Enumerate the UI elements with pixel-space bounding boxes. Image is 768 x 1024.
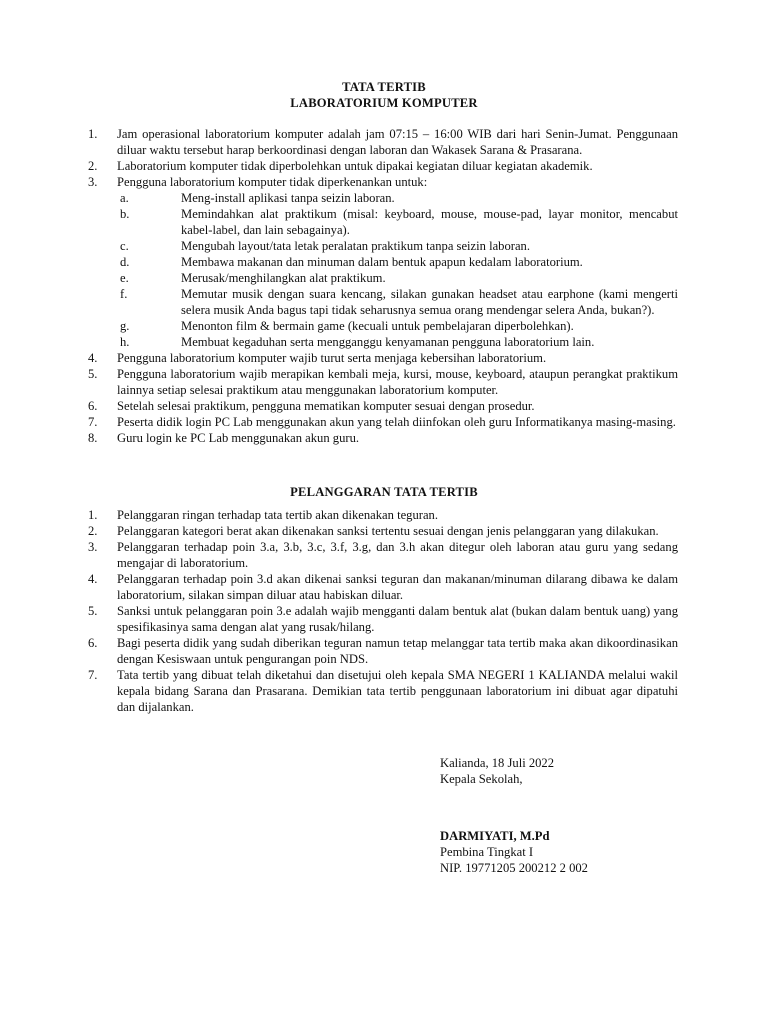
sub-list-item (88, 318, 678, 334)
list-item (88, 174, 678, 190)
sub-item-letter: a. (120, 191, 129, 205)
item-text: Pelanggaran terhadap poin 3.a, 3.b, 3.c, 3.f, 3.g, dan 3.h akan ditegur oleh laboran atau guru yang sedang mengajar di laboratorium. (117, 540, 678, 570)
list-item (88, 539, 678, 571)
sub-item-letter: d. (120, 255, 130, 269)
item-number: 2. (88, 159, 98, 173)
sub-list-item (88, 334, 678, 350)
sub-item-text: Memutar musik dengan suara kencang, silakan gunakan headset atau earphone (kami mengerti selera musik Anda bagus tapi tidak seharusnya semua orang mendengar selera Anda, bukan?). (181, 287, 678, 317)
item-number: 8. (88, 431, 98, 445)
item-number: 4. (88, 572, 98, 586)
item-number: 7. (88, 415, 98, 429)
signer-role: Kepala Sekolah, (440, 772, 523, 786)
violations-title: PELANGGARAN TATA TERTIB (290, 485, 478, 499)
list-item (88, 635, 678, 667)
item-number: 6. (88, 636, 98, 650)
item-text: Bagi peserta didik yang sudah diberikan teguran namun tetap melanggar tata tertib maka akan dikoordinasikan dengan Kesiswaan untuk pengurangan poin NDS. (117, 636, 678, 666)
place-date: Kalianda, 18 Juli 2022 (440, 756, 555, 770)
list-item (88, 507, 678, 523)
list-item (88, 398, 678, 414)
item-text: Sanksi untuk pelanggaran poin 3.e adalah wajib mengganti dalam bentuk alat (bukan dalam bentuk uang) yang spesifikasinya sama dengan alat yang rusak/hilang. (117, 604, 678, 634)
item-number: 1. (88, 127, 98, 141)
list-item (88, 667, 678, 715)
sub-item-text: Meng-install aplikasi tanpa seizin laboran. (181, 191, 395, 205)
item-number: 2. (88, 524, 98, 538)
item-text: Pelanggaran ringan terhadap tata tertib akan dikenakan teguran. (117, 508, 438, 522)
item-text: Setelah selesai praktikum, pengguna mematikan komputer sesuai dengan prosedur. (117, 399, 535, 413)
item-text: Guru login ke PC Lab menggunakan akun guru. (117, 431, 360, 445)
violations-list (88, 507, 678, 715)
sub-item-letter: h. (120, 335, 130, 349)
sub-list-item (88, 270, 678, 286)
list-item (88, 571, 678, 603)
signer-name: DARMIYATI, M.Pd (440, 829, 550, 843)
sub-item-letter: f. (120, 287, 128, 301)
item-text: Pelanggaran terhadap poin 3.d akan dikenai sanksi teguran dan makanan/minuman dilarang dibawa ke dalam laboratorium, silakan simpan diluar atau habiskan diluar. (117, 572, 678, 602)
sub-item-text: Membawa makanan dan minuman dalam bentuk apapun kedalam laboratorium. (181, 255, 583, 269)
item-number: 7. (88, 668, 98, 682)
sub-list-item (88, 190, 678, 206)
item-text: Pengguna laboratorium komputer tidak diperkenankan untuk: (117, 175, 428, 189)
sub-item-text: Mengubah layout/tata letak peralatan praktikum tanpa seizin laboran. (181, 239, 530, 253)
item-text: Peserta didik login PC Lab menggunakan akun yang telah diinfokan oleh guru Informatikanya masing-masing. (117, 415, 676, 429)
sub-item-letter: b. (120, 207, 130, 221)
item-text: Jam operasional laboratorium komputer adalah jam 07:15 – 16:00 WIB dari hari Senin-Jumat. Penggunaan diluar waktu tersebut harap berkoordinasi dengan laboran dan Wakasek Sarana & Prasarana. (117, 127, 678, 157)
item-number: 1. (88, 508, 98, 522)
item-number: 6. (88, 399, 98, 413)
list-item (88, 430, 678, 446)
sub-item-text: Membuat kegaduhan serta mengganggu kenyamanan pengguna laboratorium lain. (181, 335, 595, 349)
signer-rank: Pembina Tingkat I (440, 845, 534, 859)
document-title: TATA TERTIB (342, 80, 426, 94)
list-item (88, 414, 678, 430)
sub-item-letter: g. (120, 319, 130, 333)
item-number: 3. (88, 540, 98, 554)
list-item (88, 603, 678, 635)
sub-list-item (88, 254, 678, 270)
signer-details (440, 828, 700, 876)
item-number: 5. (88, 604, 98, 618)
sub-item-letter: c. (120, 239, 129, 253)
list-item (88, 350, 678, 366)
sub-item-text: Memindahkan alat praktikum (misal: keyboard, mouse, mouse-pad, layar monitor, mencabut kabel-label, dan lain sebagainya). (181, 207, 678, 237)
sub-item-text: Merusak/menghilangkan alat praktikum. (181, 271, 386, 285)
sub-list-item (88, 238, 678, 254)
item-text: Pelanggaran kategori berat akan dikenakan sanksi tertentu sesuai dengan jenis pelanggaran yang dilakukan. (117, 524, 659, 538)
item-text: Laboratorium komputer tidak diperbolehkan untuk dipakai kegiatan diluar kegiatan akademik. (117, 159, 593, 173)
item-text: Tata tertib yang dibuat telah diketahui dan disetujui oleh kepala SMA NEGERI 1 KALIANDA melalui wakil kepala bidang Sarana dan Prasarana. Demikian tata tertib penggunaan laboratorium ini dibuat agar dipatuhi dan dijalankan. (117, 668, 678, 714)
item-text: Pengguna laboratorium wajib merapikan kembali meja, kursi, mouse, keyboard, ataupun perangkat praktikum lainnya setiap selesai praktikum atau menggunakan laboratorium komputer. (117, 367, 678, 397)
sub-list-item (88, 206, 678, 238)
list-item (88, 523, 678, 539)
sub-list-item (88, 286, 678, 318)
signature-block (440, 755, 700, 787)
list-item (88, 126, 678, 158)
sub-item-text: Menonton film & bermain game (kecuali untuk pembelajaran diperbolehkan). (181, 319, 574, 333)
item-number: 4. (88, 351, 98, 365)
signer-nip: NIP. 19771205 200212 2 002 (440, 861, 588, 875)
sub-item-letter: e. (120, 271, 129, 285)
list-item (88, 158, 678, 174)
item-number: 5. (88, 367, 98, 381)
sub-list (88, 190, 678, 350)
rules-list (88, 126, 678, 446)
document-subtitle: LABORATORIUM KOMPUTER (290, 96, 478, 110)
item-text: Pengguna laboratorium komputer wajib turut serta menjaga kebersihan laboratorium. (117, 351, 547, 365)
list-item (88, 366, 678, 398)
item-number: 3. (88, 175, 98, 189)
